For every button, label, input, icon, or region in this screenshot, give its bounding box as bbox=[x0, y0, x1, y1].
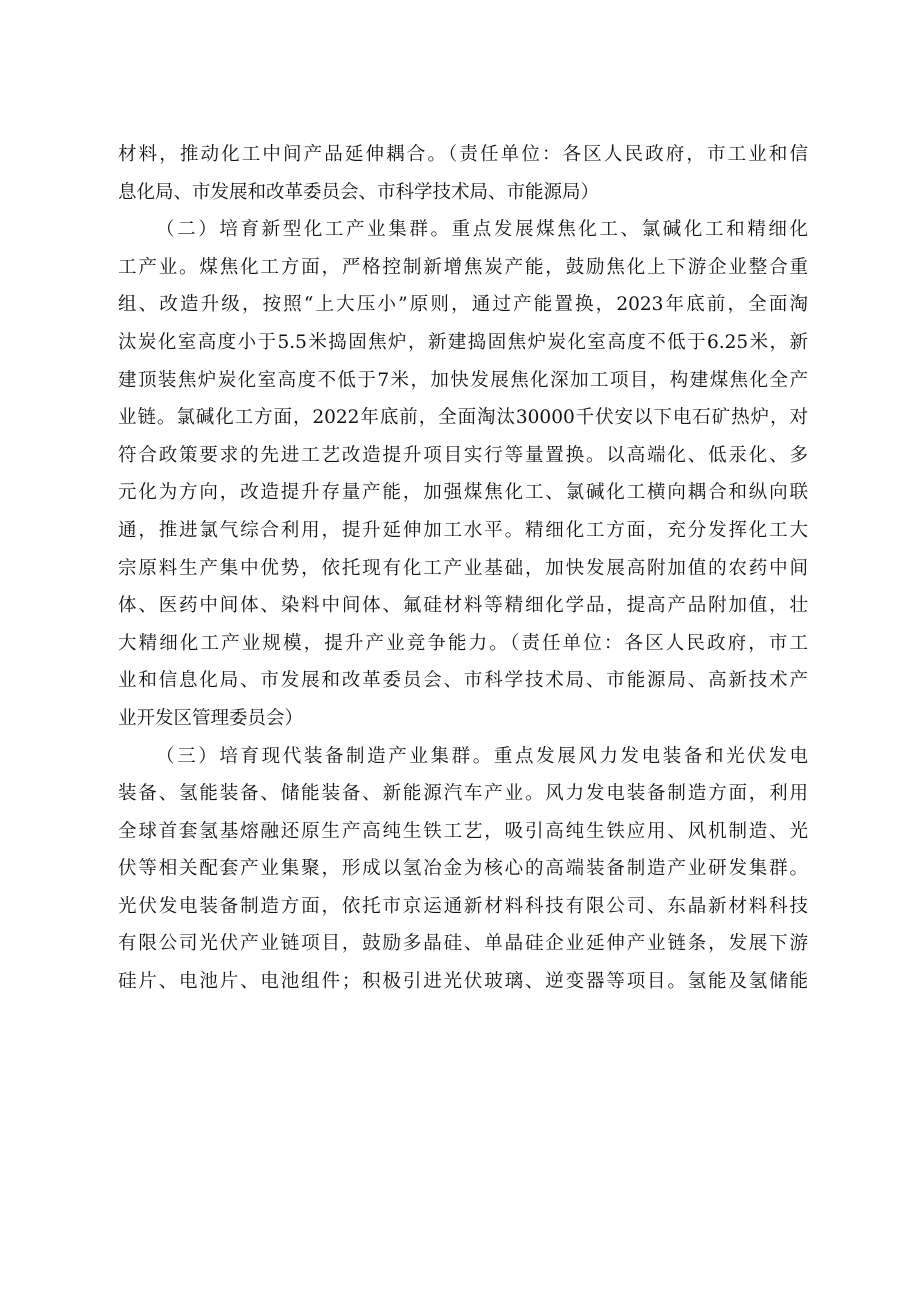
text-line: 汰炭化室高度小于5.5米捣固焦炉，新建捣固焦炉炭化室高度不低于6.25米，新 bbox=[118, 331, 808, 353]
text-line: 有限公司光伏产业链项目，鼓励多晶硅、单晶硅企业延伸产业链条，发展下游 bbox=[118, 933, 808, 955]
text-line: 材料，推动化工中间产品延伸耦合。（责任单位：各区人民政府，市工业和信 bbox=[118, 144, 808, 165]
text-line: 装备、氢能装备、储能装备、新能源汽车产业。风力发电装备制造方面，利用 bbox=[118, 783, 808, 805]
text-line: 光伏发电装备制造方面，依托市京运通新材料科技有限公司、东晶新材料科技 bbox=[118, 895, 808, 917]
text-line: （三）培育现代装备制造产业集群。重点发展风力发电装备和光伏发电 bbox=[156, 745, 808, 767]
text-line: 通，推进氯气综合利用，提升延伸加工水平。精细化工方面，充分发挥化工大 bbox=[118, 519, 808, 541]
text-line: 业开发区管理委员会） bbox=[118, 707, 304, 729]
text-line: 宗原料生产集中优势，依托现有化工产业基础，加快发展高附加值的农药中间 bbox=[118, 557, 808, 579]
text-line: 硅片、电池片、电池组件；积极引进光伏玻璃、逆变器等项目。氢能及氢储能 bbox=[118, 971, 808, 993]
text-line: 建顶装焦炉炭化室高度不低于7米，加快发展焦化深加工项目，构建煤焦化全产 bbox=[118, 369, 808, 391]
text-line: 组、改造升级，按照“上大压小”原则，通过产能置换，2023年底前，全面淘 bbox=[118, 294, 808, 316]
text-line: 符合政策要求的先进工艺改造提升项目实行等量置换。以高端化、低汞化、多 bbox=[118, 444, 808, 466]
text-line: 体、医药中间体、染料中间体、氟硅材料等精细化学品，提高产品附加值，壮 bbox=[118, 595, 808, 617]
text-line: 工产业。煤焦化工方面，严格控制新增焦炭产能，鼓励焦化上下游企业整合重 bbox=[118, 256, 808, 278]
paragraph-2 bbox=[118, 211, 808, 737]
text-line: 全球首套氢基熔融还原生产高纯生铁工艺，吸引高纯生铁应用、风机制造、光 bbox=[118, 820, 808, 842]
text-line: （二）培育新型化工产业集群。重点发展煤焦化工、氯碱化工和精细化 bbox=[156, 219, 808, 241]
text-line: 息化局、市发展和改革委员会、市科学技术局、市能源局） bbox=[118, 181, 600, 203]
text-line: 业链。氯碱化工方面，2022年底前，全面淘汰30000千伏安以下电石矿热炉，对 bbox=[118, 407, 808, 429]
paragraph-1 bbox=[118, 136, 808, 211]
text-line: 业和信息化局、市发展和改革委员会、市科学技术局、市能源局、高新技术产 bbox=[118, 670, 808, 692]
document-body bbox=[118, 136, 808, 1001]
text-line: 元化为方向，改造提升存量产能，加强煤焦化工、氯碱化工横向耦合和纵向联 bbox=[118, 482, 808, 504]
text-line: 伏等相关配套产业集聚，形成以氢冶金为核心的高端装备制造产业研发集群。 bbox=[118, 858, 808, 880]
paragraph-3 bbox=[118, 738, 808, 1001]
text-line: 大精细化工产业规模，提升产业竞争能力。（责任单位：各区人民政府，市工 bbox=[118, 632, 808, 654]
